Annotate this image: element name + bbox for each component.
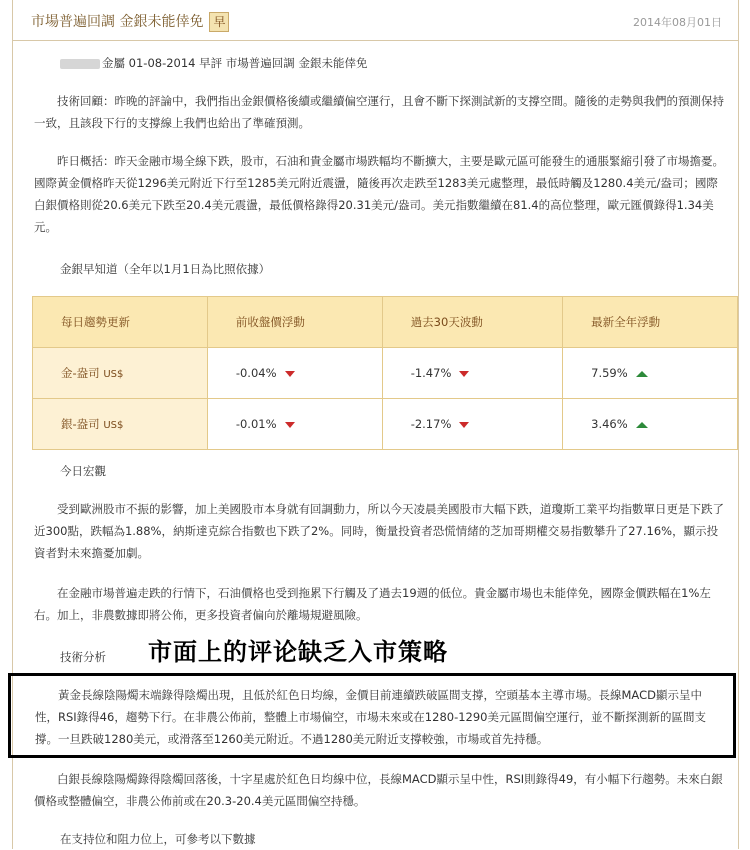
morning-badge: 早: [209, 12, 229, 32]
cell-value: 7.59%: [591, 366, 628, 380]
down-arrow-icon: [459, 422, 469, 428]
cell-30day: [382, 348, 562, 399]
row-unit: US$: [103, 420, 124, 431]
article-title[interactable]: [31, 11, 229, 32]
macro-paragraph-2: 在金融市場普遍走跌的行情下，石油價格也受到拖累下行觸及了過去19週的低位。貴金屬市場也未能倖免，國際金價跌幅在1%左右。加上，非農數據即將公佈，更多投資者偏向於離場規避風險。: [34, 586, 711, 622]
row-label-silver: [33, 399, 208, 450]
article-header: [13, 0, 738, 41]
header-ytd: 最新全年浮動: [563, 297, 738, 348]
down-arrow-icon: [285, 371, 295, 377]
row-label: 金-盎司: [61, 366, 100, 380]
cell-30day: [382, 399, 562, 450]
table-title: 金銀早知道（全年以1月1日為比照依據）: [60, 262, 271, 276]
cell-value: -2.17%: [410, 417, 452, 431]
cell-value: -1.47%: [410, 366, 452, 380]
table-header-row: [33, 297, 738, 348]
row-unit: US$: [103, 369, 124, 380]
silver-analysis-paragraph: 白銀長線陰陽燭錄得陰燭回落後，十字星處於紅色日均線中位，長線MACD顯示呈中性，RSI則錄得49，有小幅下行趨勢。未來白銀價格或整體偏空，非農公佈前或在20.3-20.4美元區間偏空持穩。: [34, 772, 723, 808]
overlay-caption: 市面上的评论缺乏入市策略: [148, 637, 448, 666]
article-date: 2014年08月01日: [633, 16, 722, 29]
analysis-title: 技術分析: [60, 650, 106, 664]
cell-value: 3.46%: [591, 417, 628, 431]
table-row: [33, 348, 738, 399]
cell-value: -0.01%: [235, 417, 277, 431]
header-daily-trend: 每日趨勢更新: [33, 297, 208, 348]
up-arrow-icon: [636, 371, 648, 377]
macro-title: 今日宏觀: [60, 464, 106, 478]
tech-review-paragraph: 技術回顧：昨晚的評論中，我們指出金銀價格後續或繼續偏空運行，且會不斷下探測試新的支撐空間。隨後的走勢與我們的預測保持一致，且該段下行的支撐線上我們也給出了準確預測。: [34, 94, 724, 130]
up-arrow-icon: [636, 422, 648, 428]
down-arrow-icon: [459, 371, 469, 377]
cell-prev-close: [207, 399, 382, 450]
macro-paragraph-1: 受到歐洲股市不振的影響，加上美國股市本身就有回調動力，所以今天凌晨美國股市大幅下跌，道瓊斯工業平均指數單日更是下跌了近300點，跌幅為1.88%，納斯達克綜合指數也下跌了2%。同時，衡量投資者恐慌情緒的芝加哥期權交易指數攀升了27.16%，顯示投資者對未來擔憂加劇。: [34, 502, 724, 560]
yesterday-summary-paragraph: 昨日概括：昨天金融市場全線下跌，股市，石油和貴金屬市場跌幅均不斷擴大，主要是歐元區可能發生的通脹緊縮引發了市場擔憂。國際黃金價格昨天從1296美元附近下行至1285美元附近震盪，隨後再次走跌至1283美元處整理，最低時觸及1280.4美元/盎司；國際白銀價格則從20.6美元下跌至20.4美元震盪，最低價格錄得20.31美元/盎司。美元指數繼續在81.4的高位整理，歐元匯價錄得1.34美元。: [34, 154, 724, 234]
article-title-text[interactable]: 市場普遍回調 金銀未能倖免: [31, 14, 204, 30]
row-label-gold: [33, 348, 208, 399]
down-arrow-icon: [285, 422, 295, 428]
row-label: 銀-盎司: [61, 417, 100, 431]
gold-analysis-highlight: [8, 673, 736, 758]
cell-prev-close: [207, 348, 382, 399]
blurred-source: [60, 59, 100, 69]
cell-value: -0.04%: [235, 366, 277, 380]
support-title: 在支持位和阻力位上，可參考以下數據: [60, 832, 256, 846]
gold-analysis-paragraph: 黃金長線陰陽燭末端錄得陰燭出現，且低於紅色日均線，金價目前連續跌破區間支撐，空頭基本主導市場。長線MACD顯示呈中性，RSI錄得46，趨勢下行。在非農公佈前，整體上市場偏空，市場未來或在1280-1290美元區間偏空運行，並不斷探測新的區間支撐。一旦跌破1280美元，或滑落至1260美元附近。不過1280美元附近支撐較強，市場或首先持穩。: [35, 688, 706, 746]
header-30day: 過去30天波動: [382, 297, 562, 348]
header-prev-close: 前收盤價浮動: [207, 297, 382, 348]
byline: [60, 52, 750, 74]
byline-text: 金屬 01-08-2014 早評 市場普遍回調 金銀未能倖免: [102, 56, 368, 70]
cell-ytd: [563, 348, 738, 399]
quotes-table: [32, 296, 738, 450]
table-row: [33, 399, 738, 450]
cell-ytd: [563, 399, 738, 450]
